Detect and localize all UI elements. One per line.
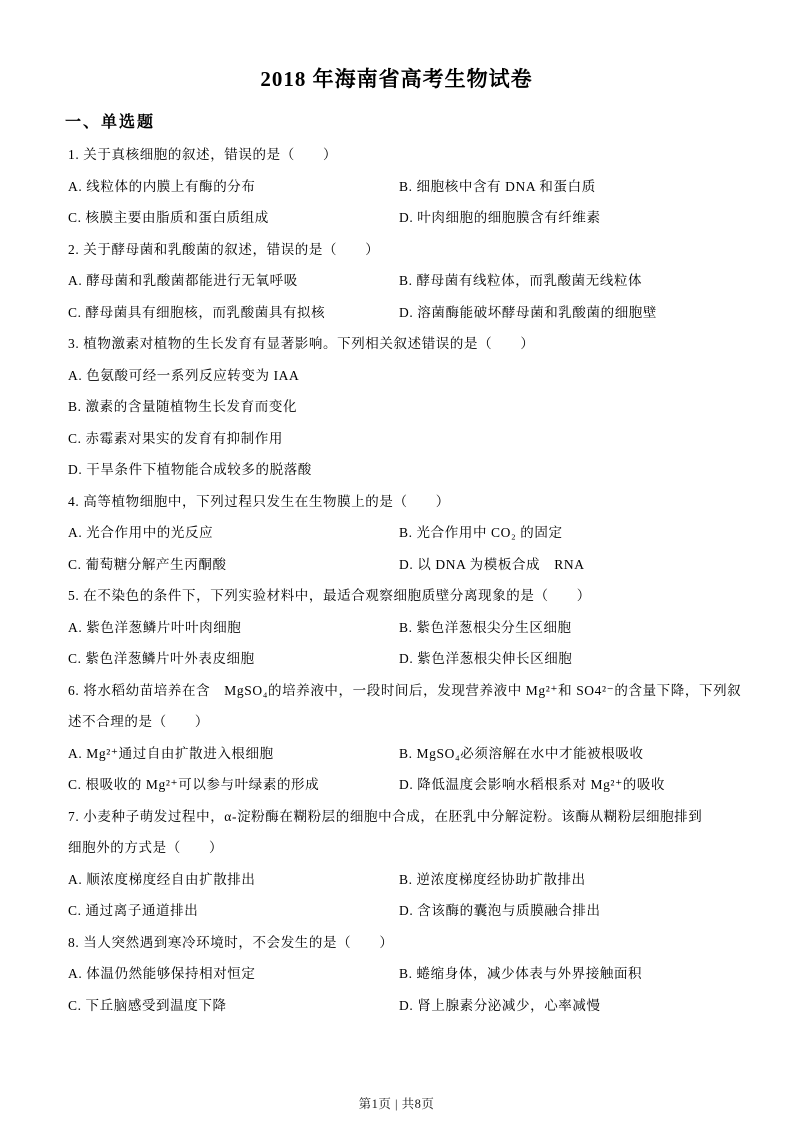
question-8-option-c: C. 下丘脑感受到温度下降 <box>68 997 227 1013</box>
question-1-option-c: C. 核膜主要由脂质和蛋白质组成 <box>68 210 269 225</box>
question-3-stem: 3. 植物激素对植物的生长发育有显著影响。下列相关叙述错误的是（ ） <box>68 336 535 351</box>
section-heading: 一、单选题 <box>65 114 156 131</box>
question-6-option-a: A. Mg²⁺通过自由扩散进入根细胞 <box>68 745 274 761</box>
question-4-option-b: B. 光合作用中 CO₂ 的固定 <box>399 525 563 540</box>
question-2-stem: 2. 关于酵母菌和乳酸菌的叙述，错误的是（ ） <box>68 241 380 257</box>
page-number-footer: 第1页 | 共8页 <box>358 1097 435 1111</box>
question-7-stem-line-2: 细胞外的方式是（ ） <box>68 840 224 855</box>
question-6-option-d: D. 降低温度会影响水稻根系对 Mg²⁺的吸收 <box>399 777 666 792</box>
question-8-option-d: D. 肾上腺素分泌减少，心率减慢 <box>399 997 601 1013</box>
question-8-option-a: A. 体温仍然能够保持相对恒定 <box>68 966 256 981</box>
question-4-stem: 4. 高等植物细胞中，下列过程只发生在生物膜上的是（ ） <box>68 493 450 509</box>
question-8-option-b: B. 蜷缩身体，减少体表与外界接触面积 <box>399 966 643 981</box>
question-5 <box>68 580 775 675</box>
question-1 <box>68 139 775 234</box>
question-3-option-b: B. 激素的含量随植物生长发育而变化 <box>68 399 298 414</box>
question-6-option-b: B. MgSO₄必须溶解在水中才能被根吸收 <box>399 745 644 761</box>
question-list <box>68 139 775 1021</box>
question-5-option-a: A. 紫色洋葱鳞片叶叶肉细胞 <box>68 619 242 635</box>
question-7-option-b: B. 逆浓度梯度经协助扩散排出 <box>399 871 586 887</box>
question-5-option-b: B. 紫色洋葱根尖分生区细胞 <box>399 619 572 635</box>
question-1-option-d: D. 叶肉细胞的细胞膜含有纤维素 <box>399 210 601 225</box>
question-8-stem: 8. 当人突然遇到寒冷环境时，不会发生的是（ ） <box>68 934 394 950</box>
question-6-stem-line-2: 述不合理的是（ ） <box>68 714 209 729</box>
question-5-option-c: C. 紫色洋葱鳞片叶外表皮细胞 <box>68 651 255 666</box>
question-5-stem: 5. 在不染色的条件下，下列实验材料中，最适合观察细胞质壁分离现象的是（ ） <box>68 588 591 603</box>
question-2 <box>68 234 775 329</box>
question-6 <box>68 675 775 801</box>
question-1-option-b: B. 细胞核中含有 DNA 和蛋白质 <box>399 178 596 194</box>
question-5-option-d: D. 紫色洋葱根尖伸长区细胞 <box>399 651 573 666</box>
question-2-option-d: D. 溶菌酶能破坏酵母菌和乳酸菌的细胞壁 <box>399 304 657 320</box>
question-1-stem: 1. 关于真核细胞的叙述，错误的是（ ） <box>68 147 338 162</box>
question-7-option-c: C. 通过离子通道排出 <box>68 903 199 918</box>
question-2-option-a: A. 酵母菌和乳酸菌都能进行无氧呼吸 <box>68 273 298 288</box>
question-1-option-a: A. 线粒体的内膜上有酶的分布 <box>68 178 256 194</box>
question-2-option-b: B. 酵母菌有线粒体，而乳酸菌无线粒体 <box>399 273 643 288</box>
question-6-stem-line-1: 6. 将水稻幼苗培养在含 MgSO₄的培养液中，一段时间后，发现营养液中 Mg²⁺和 SO4²⁻的含量下降，下列叙 <box>68 682 742 698</box>
question-7-option-a: A. 顺浓度梯度经自由扩散排出 <box>68 871 256 887</box>
question-7-stem-line-1: 7. 小麦种子萌发过程中，α-淀粉酶在糊粉层的细胞中合成，在胚乳中分解淀粉。该酶从糊粉层细胞排到 <box>68 808 703 824</box>
question-3 <box>68 328 775 486</box>
page-title: 2018 年海南省高考生物试卷 <box>260 67 533 91</box>
question-7-option-d: D. 含该酶的囊泡与质膜融合排出 <box>399 903 601 918</box>
question-4-option-a: A. 光合作用中的光反应 <box>68 525 214 540</box>
question-3-option-c: C. 赤霉素对果实的发育有抑制作用 <box>68 430 283 446</box>
question-2-option-c: C. 酵母菌具有细胞核，而乳酸菌具有拟核 <box>68 304 326 320</box>
question-4-option-d: D. 以 DNA 为模板合成 RNA <box>399 556 585 572</box>
question-6-option-c: C. 根吸收的 Mg²⁺可以参与叶绿素的形成 <box>68 777 320 792</box>
question-7 <box>68 801 775 927</box>
question-4-option-c: C. 葡萄糖分解产生丙酮酸 <box>68 556 227 572</box>
question-3-option-d: D. 干旱条件下植物能合成较多的脱落酸 <box>68 462 312 477</box>
question-4 <box>68 486 775 581</box>
question-3-option-a: A. 色氨酸可经一系列反应转变为 IAA <box>68 367 300 383</box>
question-8 <box>68 927 775 1022</box>
